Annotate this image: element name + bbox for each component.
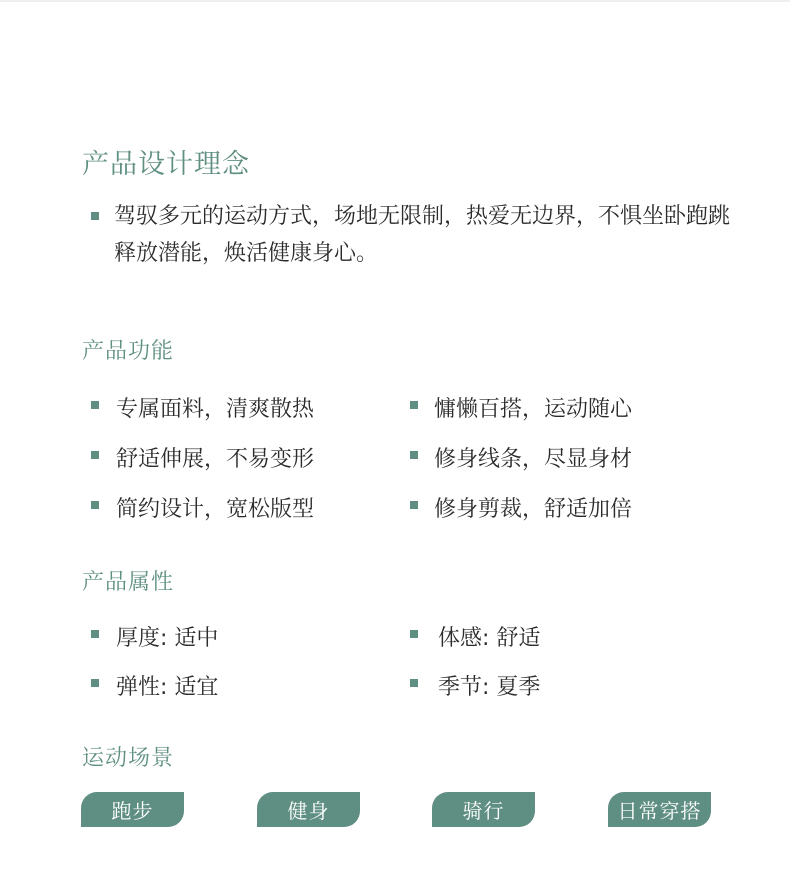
bullet-icon <box>410 401 418 409</box>
function-item: 简约设计，宽松版型 <box>116 497 315 522</box>
function-item: 修身剪裁，舒适加倍 <box>434 497 633 522</box>
design-concept-text: 驾驭多元的运动方式，场地无限制，热爱无边界，不惧坐卧跑跳释放潜能，焕活健康身心。 <box>114 204 731 266</box>
bullet-icon <box>91 212 99 220</box>
attributes-heading: 产品属性 <box>82 570 175 595</box>
attribute-item: 季节: 夏季 <box>438 675 541 700</box>
top-divider <box>0 0 790 2</box>
bullet-icon <box>410 451 418 459</box>
scenes-heading: 运动场景 <box>82 746 175 771</box>
bullet-icon <box>91 630 99 638</box>
bullet-icon <box>410 630 418 638</box>
attribute-item: 厚度: 适中 <box>116 626 219 651</box>
scene-tag-daily-wear: 日常穿搭 <box>608 792 711 827</box>
bullet-icon <box>410 679 418 687</box>
bullet-icon <box>91 679 99 687</box>
function-item: 舒适伸展，不易变形 <box>116 447 315 472</box>
function-item: 慵懒百搭，运动随心 <box>434 397 633 422</box>
design-concept-heading: 产品设计理念 <box>82 149 250 180</box>
function-item: 专属面料，清爽散热 <box>116 397 315 422</box>
scene-tag-fitness: 健身 <box>257 792 360 827</box>
bullet-icon <box>91 451 99 459</box>
bullet-icon <box>91 401 99 409</box>
attribute-item: 体感: 舒适 <box>438 626 541 651</box>
functions-heading: 产品功能 <box>82 339 175 364</box>
attribute-item: 弹性: 适宜 <box>116 675 219 700</box>
scene-tag-running: 跑步 <box>81 792 184 827</box>
bullet-icon <box>410 501 418 509</box>
bullet-icon <box>91 501 99 509</box>
function-item: 修身线条，尽显身材 <box>434 447 633 472</box>
scene-tag-cycling: 骑行 <box>432 792 535 827</box>
